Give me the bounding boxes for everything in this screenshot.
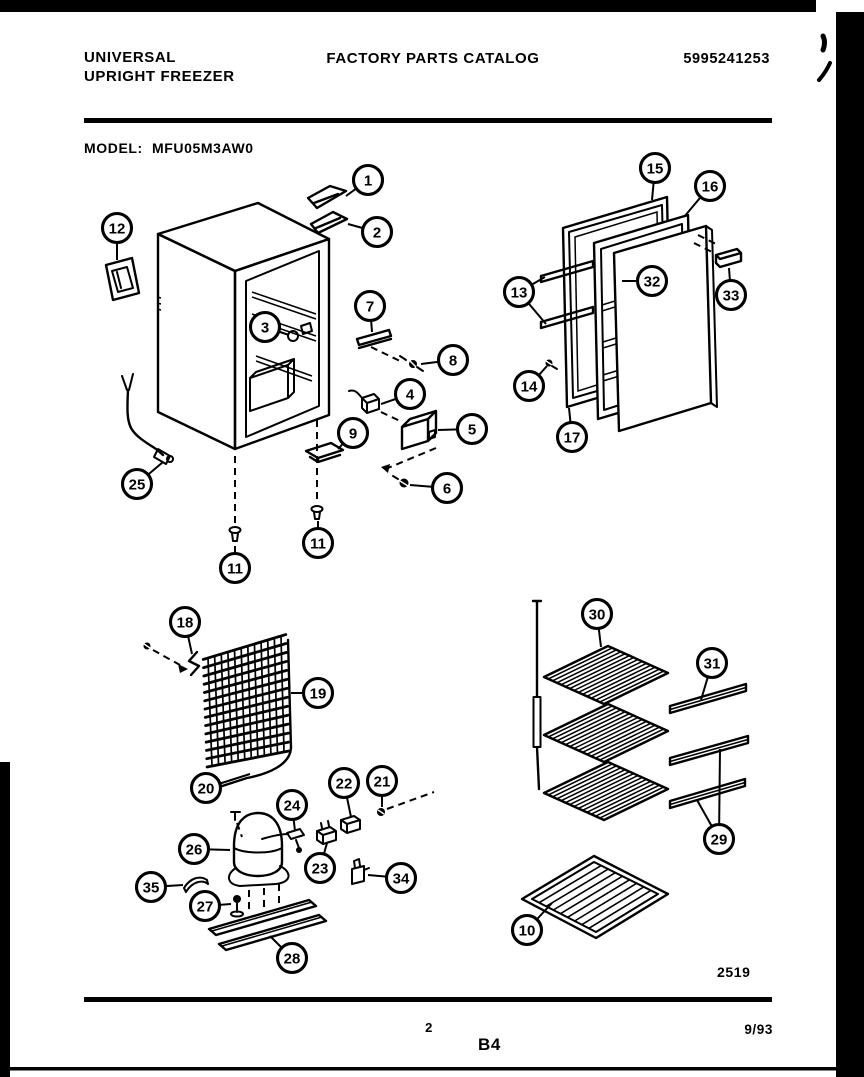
part-number-label: 6 (442, 480, 452, 498)
page-footer (84, 964, 773, 1054)
part-number-label: 9 (348, 425, 358, 443)
part-number-label: 15 (646, 160, 664, 178)
part-number-label: 8 (448, 352, 458, 370)
header-rule (84, 118, 772, 123)
part-callout-27 (191, 892, 232, 921)
part-callout-30 (583, 600, 612, 648)
part-number-label: 11 (227, 560, 243, 578)
part-callout-15 (641, 154, 670, 201)
part-number-label: 7 (365, 298, 375, 316)
part-number-label: 26 (185, 841, 203, 859)
cabinet-art (157, 203, 329, 449)
part-callout-17 (558, 408, 587, 452)
part-callout-5 (438, 415, 487, 444)
part-number-label: 35 (142, 879, 160, 897)
part-callout-1 (346, 166, 383, 197)
part-callout-11 (304, 521, 333, 558)
part-number-label: 5 (467, 421, 477, 439)
part-number-label: 14 (520, 378, 538, 396)
part-callout-2 (348, 218, 392, 247)
part-callout-7 (356, 292, 385, 333)
part-callout-10 (513, 903, 553, 945)
part-callout-34 (368, 864, 416, 893)
part-number-label: 31 (703, 655, 721, 673)
page-number: 2 (425, 1020, 433, 1035)
part-callout-11 (221, 546, 250, 583)
tray-art (522, 856, 668, 938)
part-callout-23 (306, 843, 335, 883)
part-number-label: 33 (722, 287, 740, 305)
part-number-label: 3 (260, 319, 270, 337)
part-number-label: 28 (283, 950, 301, 968)
part-number-label: 23 (311, 860, 329, 878)
part-callout-14 (515, 366, 548, 401)
publication-number: 5995241253 (683, 51, 770, 67)
part-callout-8 (421, 346, 468, 375)
evaporator-art (144, 635, 292, 789)
part-callout-18 (171, 608, 200, 655)
part-number-label: 29 (710, 831, 728, 849)
part-callout-22 (330, 769, 359, 818)
part-callout-20 (192, 774, 251, 803)
part-callout-19 (291, 679, 333, 708)
part-callout-16 (684, 172, 725, 218)
part-number-label: 27 (196, 898, 214, 916)
part-callout-24 (278, 791, 307, 832)
brand-line2: UPRIGHT FREEZER (84, 68, 235, 85)
callout-layer (103, 154, 746, 973)
part-number-label: 12 (108, 220, 126, 238)
part-number-label: 25 (128, 476, 146, 494)
part-number-label: 4 (405, 386, 415, 404)
door-assembly-art (541, 197, 741, 431)
part-callout-35 (137, 873, 184, 902)
part-callout-21 (368, 767, 397, 808)
part-callout-3 (251, 313, 290, 342)
diagram-code: 2519 (717, 964, 751, 980)
part-number-label: 17 (563, 429, 581, 447)
part-number-label: 16 (701, 178, 719, 196)
part-number-label: 22 (335, 775, 353, 793)
part-number-label: 1 (363, 172, 373, 190)
model-label: MODEL: (84, 140, 143, 156)
part-number-label: 24 (283, 797, 301, 815)
part-callout-33 (717, 268, 746, 310)
part-number-label: 13 (510, 284, 528, 302)
brand-line1: UNIVERSAL (84, 49, 177, 66)
footer-rule (84, 997, 772, 1002)
page-header (84, 49, 772, 156)
part-number-label: 20 (197, 780, 215, 798)
part-callout-9 (338, 419, 368, 450)
model-number: MFU05M3AW0 (152, 140, 254, 156)
part-number-label: 10 (518, 922, 536, 940)
part-callout-31 (698, 649, 727, 701)
part-callout-13 (505, 277, 547, 324)
part-number-label: 19 (309, 685, 327, 703)
part-number-label: 32 (643, 273, 661, 291)
part-callout-4 (381, 380, 425, 409)
part-number-label: 30 (588, 606, 606, 624)
catalog-title: FACTORY PARTS CATALOG (326, 50, 540, 67)
shelf-assembly-art (533, 601, 748, 820)
part-number-label: 34 (392, 870, 410, 888)
part-number-label: 11 (310, 535, 326, 553)
part-number-label: 21 (373, 773, 391, 791)
revision-date: 9/93 (744, 1022, 773, 1037)
part-callout-12 (103, 214, 132, 261)
part-number-label: 2 (372, 224, 382, 242)
part-callout-26 (180, 835, 231, 864)
part-callout-28 (270, 936, 307, 973)
part-callout-29 (697, 749, 734, 854)
plate-code: B4 (478, 1035, 501, 1054)
part-callout-6 (410, 474, 462, 503)
part-number-label: 18 (176, 614, 194, 632)
part-callout-25 (123, 462, 164, 499)
